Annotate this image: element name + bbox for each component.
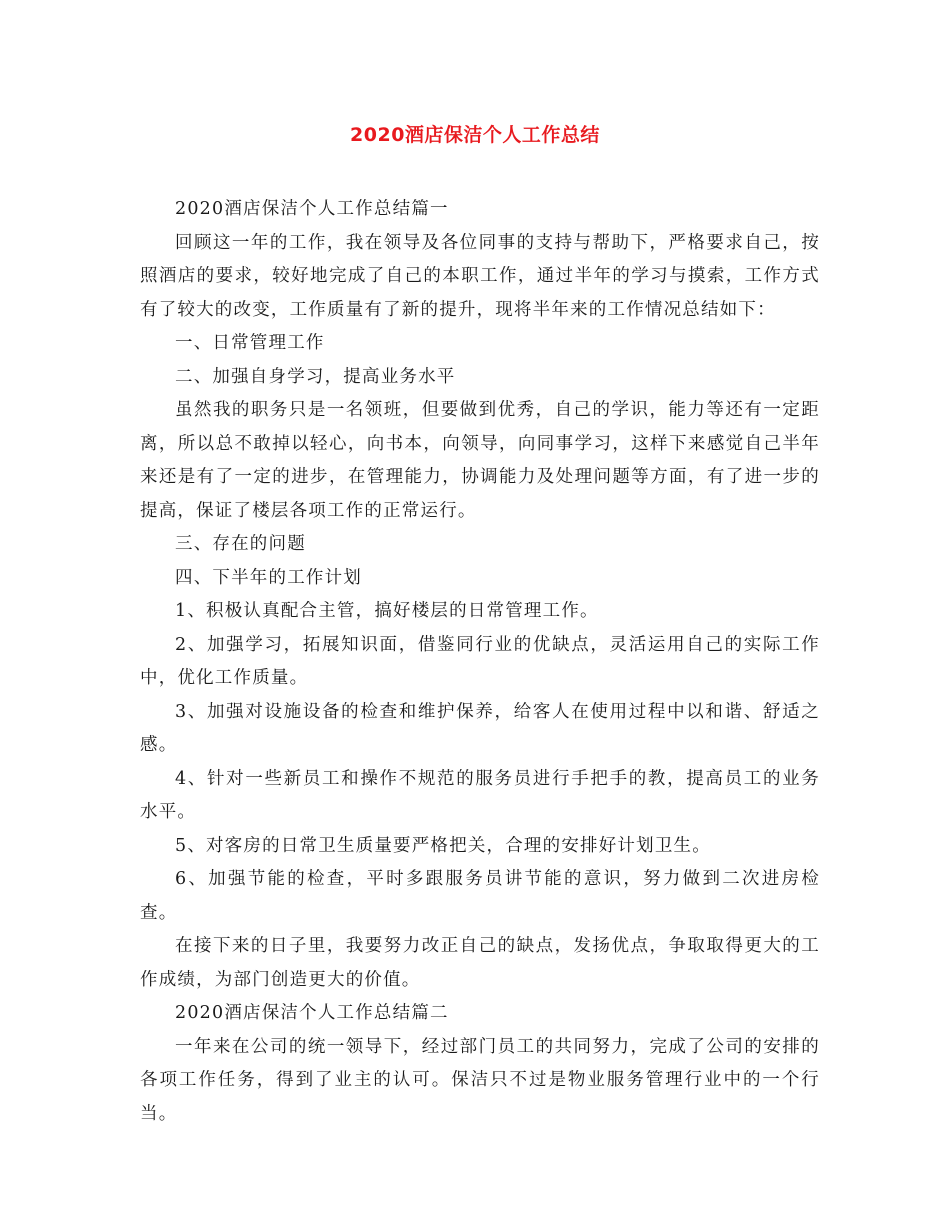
document-body [140,193,820,1131]
subheading: 二、加强自身学习，提高业务水平 [175,366,456,387]
subheading: 三、存在的问题 [175,534,306,554]
list-item: 1、积极认真配合主管，搞好楼层的日常管理工作。 [175,601,599,621]
paragraph: 虽然我的职务只是一名领班，但要做到优秀，自己的学识，能力等还有一定距离，所以总不敢掉以轻心，向书本，向领导，向同事学习，这样下来感觉自己半年来还是有了一定的进步，在管理能力，协调能力及处理问题等方面，有了进一步的提高，保证了楼层各项工作的正常运行。 [140,400,820,521]
list-item: 2、加强学习，拓展知识面，借鉴同行业的优缺点，灵活运用自己的实际工作中，优化工作质量。 [140,634,820,688]
section-heading: 2020酒店保洁个人工作总结篇二 [175,1003,449,1023]
list-item: 5、对客房的日常卫生质量要严格把关，合理的安排好计划卫生。 [175,835,711,856]
subheading: 四、下半年的工作计划 [175,567,362,588]
paragraph: 回顾这一年的工作，我在领导及各位同事的支持与帮助下，严格要求自己，按照酒店的要求，较好地完成了自己的本职工作，通过半年的学习与摸索，工作方式有了较大的改变，工作质量有了新的提升，现将半年来的工作情况总结如下： [140,232,820,320]
paragraph: 在接下来的日子里，我要努力改正自己的缺点，发扬优点，争取取得更大的工作成绩，为部门创造更大的价值。 [140,936,820,990]
list-item: 4、针对一些新员工和操作不规范的服务员进行手把手的教，提高员工的业务水平。 [140,768,820,822]
document-title: 2020酒店保洁个人工作总结 [350,124,600,146]
list-item: 3、加强对设施设备的检查和维护保养，给客人在使用过程中以和谐、舒适之感。 [140,701,820,755]
list-item: 6、加强节能的检查，平时多跟服务员讲节能的意识，努力做到二次进房检查。 [140,869,820,923]
paragraph: 一年来在公司的统一领导下，经过部门员工的共同努力，完成了公司的安排的各项工作任务，得到了业主的认可。保洁只不过是物业服务管理行业中的一个行当。 [140,1036,820,1124]
section-heading: 2020酒店保洁个人工作总结篇一 [175,199,449,219]
subheading: 一、日常管理工作 [175,333,325,353]
